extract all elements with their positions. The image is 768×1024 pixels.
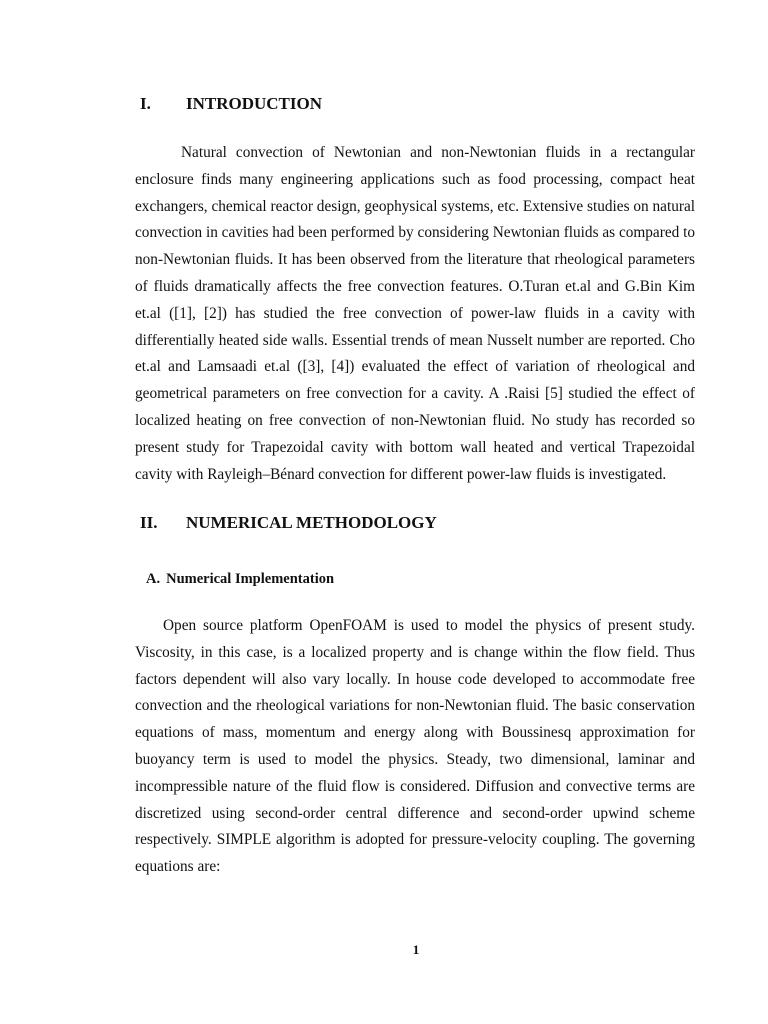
section-heading-numerical-methodology <box>140 513 437 533</box>
subsection-title: Numerical Implementation <box>166 571 335 587</box>
subsection-label: A. <box>146 571 161 587</box>
section-title: INTRODUCTION <box>186 94 323 113</box>
introduction-paragraph: Natural convection of Newtonian and non-Newtonian fluids in a rectangular enclosure finds many engineering applications such as food processing, compact heat exchangers, chemical reactor design, geophysical systems, etc. Extensive studies on natural convection in cavities had been performed by considering Newtonian fluids as compared to non-Newtonian fluids. It has been observed from the literature that rheological parameters of fluids dramatically affects the free convection features. O.Turan et.al and G.Bin Kim et.al ([1], [2]) has studied the free convection of power-law fluids in a cavity with differentially heated side walls. Essential trends of mean Nusselt number are reported. Cho et.al and Lamsaadi et.al ([3], [4]) evaluated the effect of variation of rheological and geometrical parameters on free convection for a cavity. A .Raisi [5] studied the effect of localized heating on free convection of non-Newtonian fluid. No study has recorded so present study for Trapezoidal cavity with bottom wall heated and vertical Trapezoidal cavity with Rayleigh–Bénard convection for different power-law fluids is investigated. <box>135 144 695 483</box>
page-number: 1 <box>412 942 420 957</box>
section-number: II. <box>140 513 158 532</box>
subsection-heading-numerical-implementation <box>146 571 334 588</box>
section-heading-introduction <box>140 94 322 114</box>
section-number: I. <box>140 94 151 113</box>
section-title: NUMERICAL METHODOLOGY <box>186 513 437 532</box>
numerical-implementation-paragraph: Open source platform OpenFOAM is used to model the physics of present study. Viscosity, in this case, is a localized property and is change within the flow field. Thus factors dependent will also vary locally. In house code developed to accommodate free convection and the rheological variations for non-Newtonian fluid. The basic conservation equations of mass, momentum and energy along with Boussinesq approximation for buoyancy term is used to model the physics. Steady, two dimensional, laminar and incompressible nature of the fluid flow is considered. Diffusion and convective terms are discretized using second-order central difference and second-order upwind scheme respectively. SIMPLE algorithm is adopted for pressure-velocity coupling. The governing equations are: <box>135 617 695 876</box>
